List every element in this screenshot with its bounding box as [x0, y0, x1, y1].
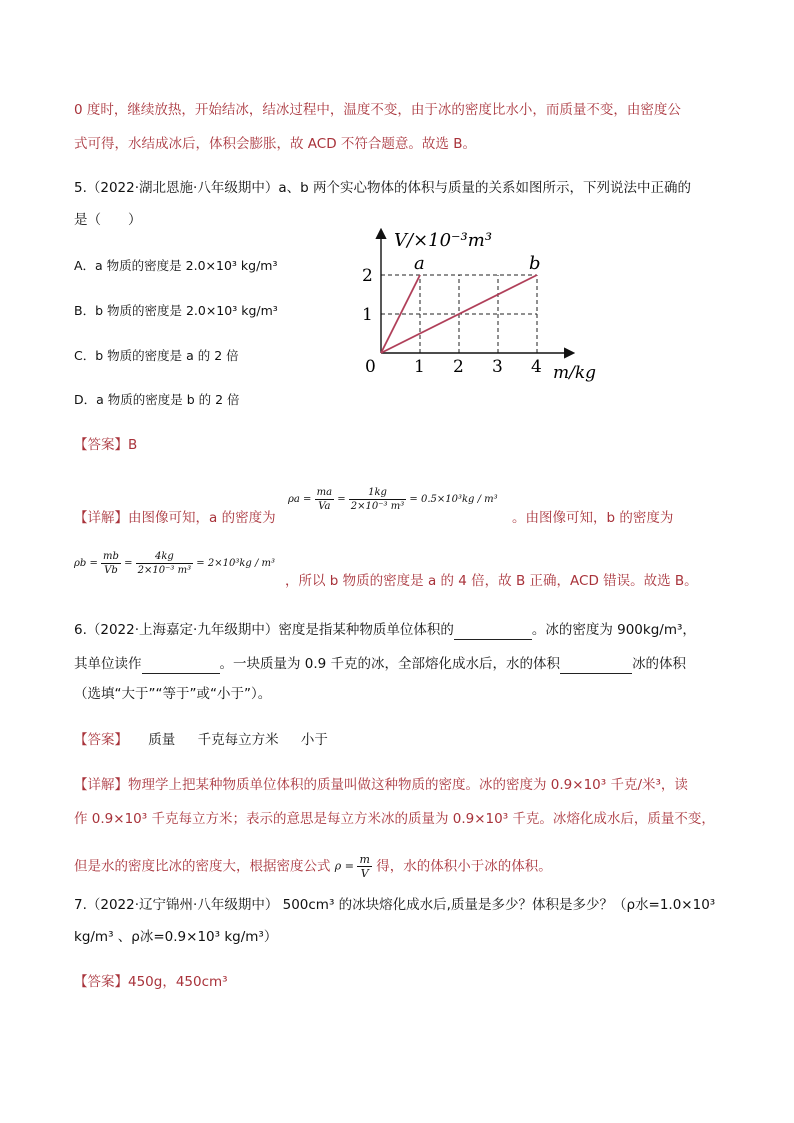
- formula-lhs: ρa =: [288, 494, 312, 505]
- answer-value: 450g，450cm³: [128, 974, 228, 990]
- q6-stem-line-1: [74, 620, 696, 640]
- y-axis-label: V/×10⁻³m³: [394, 230, 493, 251]
- detail-tag: 【详解】: [74, 510, 128, 526]
- formula-num: m: [359, 853, 370, 866]
- detail-tag: 【详解】: [74, 777, 128, 793]
- q6-detail-line-1: [74, 775, 688, 795]
- q5-option-d: D．a 物质的密度是 b 的 2 倍: [74, 392, 240, 407]
- answer-value: B: [128, 437, 138, 453]
- fill-blank-1[interactable]: [454, 625, 532, 640]
- q6-stem-text: 其单位读作: [74, 656, 142, 672]
- y-tick-label: 1: [362, 305, 373, 325]
- q5-stem-line-1: 5.（2022·湖北恩施·八年级期中）a、b 两个实心物体的体积与质量的关系如图所示，下列说法中正确的: [74, 180, 691, 196]
- q5-option-a: A．a 物质的密度是 2.0×10³ kg/m³: [74, 258, 278, 273]
- q5-option-b: B．b 物质的密度是 2.0×10³ kg/m³: [74, 303, 278, 318]
- answer-3: 小于: [300, 732, 328, 748]
- detail-text: 物理学上把某种物质单位体积的质量叫做这种物质的密度。冰的密度为 0.9×10³ 千克/米³，读: [128, 777, 688, 793]
- formula-density-a: ρa = $\frac{ma}{Va}$ = $\frac{1kg}{\text{2×10⁻³ m³}}$ = 0.5×10³kg / m³: [288, 487, 498, 512]
- formula-lhs: ρ =: [334, 859, 354, 873]
- q5-stem-line-2: 是（ ）: [74, 212, 142, 228]
- y-tick-label: 2: [362, 266, 373, 286]
- series-line-a: [381, 275, 420, 353]
- formula-den: 2×10⁻³ m³: [350, 501, 405, 512]
- formula-den: 2×10⁻³ m³: [137, 565, 192, 576]
- volume-mass-graph: [348, 222, 608, 382]
- formula-den: V: [360, 867, 369, 880]
- q6-answer: [74, 730, 328, 750]
- formula-den: Va: [318, 501, 331, 512]
- detail-text: 由图像可知，a 的密度为: [128, 510, 276, 526]
- origin-label: 0: [365, 357, 376, 377]
- q6-stem-line-3: （选填“大于”“等于”或“小于”）。: [74, 686, 272, 702]
- q6-stem-text: 6.（2022·上海嘉定·九年级期中）密度是指某种物质单位体积的: [74, 622, 454, 638]
- formula-rhs: = 2×10³kg / m³: [196, 558, 276, 569]
- q6-stem-line-2: [74, 654, 686, 674]
- x-axis-label: m/kg: [553, 363, 597, 382]
- formula-lhs: ρb =: [74, 558, 98, 569]
- q7-answer: [74, 972, 228, 992]
- q6-stem-text: 。一块质量为 0.9 千克的冰，全部熔化成水后，水的体积: [219, 656, 561, 672]
- q7-stem-line-2: kg/m³ 、ρ冰=0.9×10³ kg/m³）: [74, 929, 278, 945]
- q5-detail-line-1b: 。由图像可知，b 的密度为: [512, 510, 674, 526]
- formula-num: ma: [316, 487, 333, 498]
- formula-den: Vb: [104, 565, 118, 576]
- detail-line-2: 式可得，水结成冰后，体积会膨胀，故 ACD 不符合题意。故选 B。: [74, 136, 476, 152]
- q6-stem-text: 。冰的密度为 900kg/m³，: [531, 622, 696, 638]
- formula-rhs: = 0.5×10³kg / m³: [409, 494, 498, 505]
- detail-text: 得，水的体积小于冰的体积。: [376, 858, 552, 875]
- detail-text: 但是水的密度比冰的密度大，根据密度公式: [74, 858, 331, 875]
- x-tick-label: 2: [453, 357, 464, 377]
- fill-blank-3[interactable]: [560, 659, 632, 674]
- formula-num: 1kg: [349, 486, 406, 500]
- fill-blank-2[interactable]: [142, 659, 220, 674]
- q6-detail-line-3: [74, 853, 552, 880]
- formula-num: mb: [103, 551, 119, 562]
- q6-detail-line-2: 作 0.9×10³ 千克每立方米；表示的意思是每立方米冰的质量为 0.9×10³ 千克。冰熔化成水后，质量不变，: [74, 811, 715, 827]
- q7-stem-line-1: 7.（2022·辽宁锦州·八年级期中） 500cm³ 的冰块熔化成水后,质量是多少？体积是多少？（ρ水=1.0×10³: [74, 897, 716, 913]
- formula-num: 4kg: [136, 550, 193, 564]
- q5-detail-line-1: [74, 508, 276, 528]
- answer-2: 千克每立方米: [197, 732, 279, 748]
- line-b-label: b: [529, 253, 541, 274]
- q6-stem-text: 冰的体积: [632, 656, 687, 672]
- x-tick-label: 3: [492, 357, 503, 377]
- answer-tag: 【答案】: [74, 437, 128, 453]
- detail-line-1: 0 度时，继续放热，开始结冰，结冰过程中，温度不变，由于冰的密度比水小，而质量不变，由密度公: [74, 102, 681, 118]
- answer-tag: 【答案】: [74, 732, 128, 748]
- x-tick-label: 4: [531, 357, 542, 377]
- q5-option-c: C．b 物质的密度是 a 的 2 倍: [74, 348, 239, 363]
- q5-answer: [74, 435, 137, 455]
- answer-1: 质量: [148, 732, 176, 748]
- q5-detail-line-2: ，所以 b 物质的密度是 a 的 4 倍，故 B 正确，ACD 错误。故选 B。: [285, 573, 698, 589]
- x-tick-label: 1: [414, 357, 425, 377]
- answer-tag: 【答案】: [74, 974, 128, 990]
- formula-density-b: ρb = $\frac{mb}{Vb}$ = $\frac{4kg}{\text{2×10⁻³ m³}}$ = 2×10³kg / m³: [74, 551, 276, 576]
- formula-density: [335, 853, 372, 880]
- line-a-label: a: [414, 253, 425, 274]
